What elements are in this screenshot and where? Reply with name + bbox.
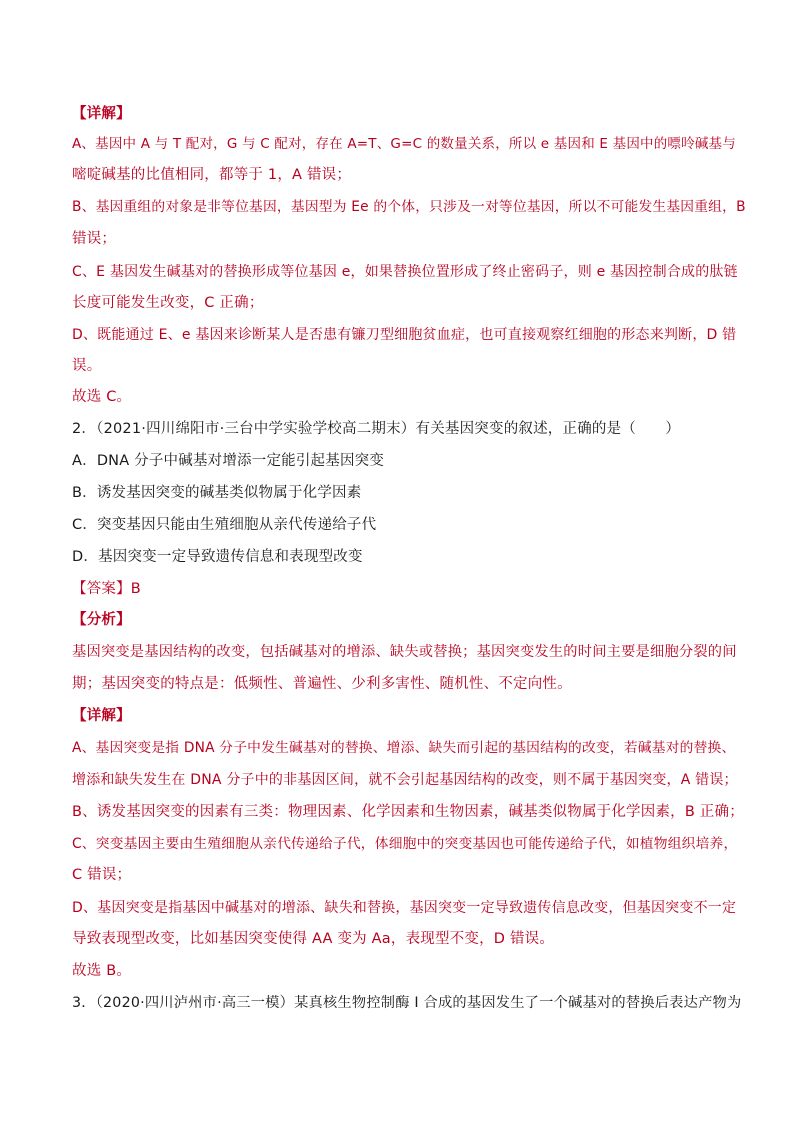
q2-analysis-line: 期；基因突变的特点是：低频性、普遍性、少利多害性、随机性、不定向性。 <box>72 676 572 692</box>
q1-explanation-line: A、基因中 A 与 T 配对，G 与 C 配对，存在 A=T、G=C 的数量关系，所以 e 基因和 E 基因中的嘌呤碱基与 <box>72 136 736 152</box>
q2-explanation-line: A、基因突变是指 DNA 分子中发生碱基对的替换、增添、缺失而引起的基因结构的改变，若碱基对的替换、 <box>72 740 736 756</box>
q2-answer: 【答案】B <box>72 581 141 597</box>
q1-explanation-line: B、基因重组的对象是非等位基因，基因型为 Ee 的个体，只涉及一对等位基因，所以不可能发生基因重组，B <box>72 199 746 215</box>
q1-explanation-line: 错误； <box>72 231 117 247</box>
q1-explanation-line: D、既能通过 E、e 基因来诊断某人是否患有镰刀型细胞贫血症，也可直接观察红细胞的形态来判断，D 错 <box>72 327 737 343</box>
q2-analysis-heading: 【分析】 <box>72 612 131 628</box>
q2-option-c: C．突变基因只能由生殖细胞从亲代传递给子代 <box>72 517 377 533</box>
q2-conclusion: 故选 B。 <box>72 963 132 979</box>
q2-analysis-line: 基因突变是基因结构的改变，包括碱基对的增添、缺失或替换；基因突变发生的时间主要是细胞分裂的间 <box>72 644 737 660</box>
q2-explanation-line: 增添和缺失发生在 DNA 分子中的非基因区间，就不会引起基因结构的改变，则不属于基因突变，A 错误； <box>72 772 738 788</box>
q3-stem: 3．（2020·四川泸州市·高三一模）某真核生物控制酶 I 合成的基因发生了一个碱基对的替换后表达产物为 <box>72 995 742 1011</box>
q1-explanation-line: 长度可能发生改变，C 正确； <box>72 295 264 311</box>
q2-explanation-line: D、基因突变是指基因中碱基对的增添、缺失和替换，基因突变一定导致遗传信息改变，但基因突变不一定 <box>72 900 737 916</box>
q2-stem: 2．（2021·四川绵阳市·三台中学实验学校高二期末）有关基因突变的叙述，正确的是（ ） <box>72 421 681 437</box>
q2-explanation-line: B、诱发基因突变的因素有三类：物理因素、化学因素和生物因素，碱基类似物属于化学因素，B 正确； <box>72 804 744 820</box>
q1-detail-heading: 【详解】 <box>72 106 131 122</box>
q1-explanation-line: 嘧啶碱基的比值相同，都等于 1，A 错误； <box>72 167 352 183</box>
q2-detail-heading: 【详解】 <box>72 708 131 724</box>
q1-explanation-line: C、E 基因发生碱基对的替换形成等位基因 e，如果替换位置形成了终止密码子，则 e 基因控制合成的肽链 <box>72 264 738 280</box>
q1-conclusion: 故选 C。 <box>72 389 132 405</box>
q2-option-a: A．DNA 分子中碱基对增添一定能引起基因突变 <box>72 453 385 469</box>
q2-option-d: D．基因突变一定导致遗传信息和表现型改变 <box>72 549 363 565</box>
q1-explanation-line: 误。 <box>72 358 102 374</box>
q2-explanation-line: C 错误； <box>72 867 132 883</box>
q2-option-b: B．诱发基因突变的碱基类似物属于化学因素 <box>72 485 362 501</box>
q2-explanation-line: 导致表现型改变，比如基因突变使得 AA 变为 Aa，表现型不变，D 错误。 <box>72 931 555 947</box>
q2-explanation-line: C、突变基因主要由生殖细胞从亲代传递给子代，体细胞中的突变基因也可能传递给子代，如植物组织培养， <box>72 836 738 852</box>
